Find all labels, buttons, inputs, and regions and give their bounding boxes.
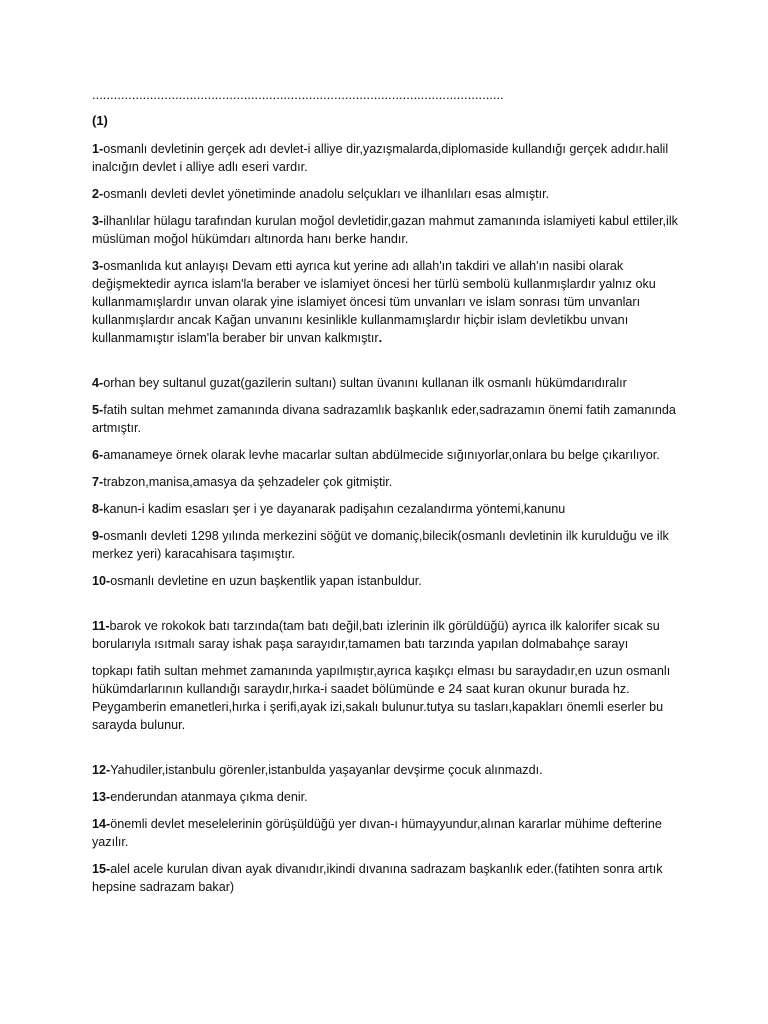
paragraph-gap xyxy=(92,743,682,761)
dotted-separator: .................................................................................................................. xyxy=(92,88,504,102)
list-item: 8-kanun-i kadim esasları şer i ye dayanarak padişahın cezalandırma yöntemi,kanunu xyxy=(92,502,566,516)
list-item: 14-önemli devlet meselelerinin görüşüldüğü yer dıvan-ı hümayyundur,alınan kararlar mühime defterine yazılır. xyxy=(92,817,662,849)
list-item: 15-alel acele kurulan divan ayak divanıdır,ikindi dıvanına sadrazam başkanlık eder.(fatihten sonra artık hepsine sadrazam bakar) xyxy=(92,862,663,894)
list-item: 2-osmanlı devleti devlet yönetiminde anadolu selçukları ve ilhanlıları esas almıştır. xyxy=(92,187,550,201)
document-page xyxy=(92,88,682,905)
list-item: 13-enderundan atanmaya çıkma denir. xyxy=(92,790,308,804)
paragraph-gap xyxy=(92,356,682,374)
list-item: 11-barok ve rokokok batı tarzında(tam batı değil,batı izlerinin ilk görüldüğü) ayrıca ilk kalorifer sıcak su borularıyla ısıtmalı saray ishak paşa sarayıdır,tamamen batı tarzında yapılan dolmabahçe sarayı xyxy=(92,619,660,651)
list-item: 5-fatih sultan mehmet zamanında divana sadrazamlık başkanlık eder,sadrazamın önemi fatih zamanında artmıştır. xyxy=(92,403,676,435)
list-item: 3-ilhanlılar hülagu tarafından kurulan moğol devletidir,gazan mahmut zamanında islamiyeti kabul ettiler,ilk müslüman moğol hükümdarı altınorda hanı berke handır. xyxy=(92,214,678,246)
section-heading: (1) xyxy=(92,113,108,128)
list-item: 1-osmanlı devletinin gerçek adı devlet-i alliye dir,yazışmalarda,diplomaside kullandığı gerçek adıdır.halil inalcığın devlet i alliye adlı eseri vardır. xyxy=(92,142,669,174)
list-item: 3-osmanlıda kut anlayışı Devam etti ayrıca kut yerine adı allah'ın takdiri ve allah'ın nasibi olarak değişmektedir ayrıca islam'la beraber ve islamiyet öncesi her türlü sembolü kullanmışlardır yalnız oku kullanmamışlardır unvan olarak yine islamiyet öncesi tüm unvanları ve islam sonrası tüm unvanları kullanmışlardır ancak Kağan unvanını kesinlikle kullanmamışlardır hiçbir islam devletikbu unvanı kullanmamıştır islam'la beraber bir unvan kalkmıştır. xyxy=(92,259,656,345)
list-item: topkapı fatih sultan mehmet zamanında yapılmıştır,ayrıca kaşıkçı elması bu saraydadır,en uzun osmanlı hükümdarlarının kullandığı saraydır,hırka-i saadet bölümünde e 24 saat kuran okunur burada hz. Peygamberin emanetleri,hırka i şerifi,ayak izi,sakalı bulunur.tutya su tasları,kapakları önemli eserler bu sarayda bulunur. xyxy=(92,664,671,732)
paragraph-gap xyxy=(92,599,682,617)
list-item: 6-amanameye örnek olarak levhe macarlar sultan abdülmecide sığınıyorlar,onlara bu belge çıkarılıyor. xyxy=(92,448,660,462)
list-item: 9-osmanlı devleti 1298 yılında merkezini söğüt ve domaniç,bilecik(osmanlı devletinin ilk kurulduğu ve ilk merkez yeri) karacahisara taşımıştır. xyxy=(92,529,669,561)
list-item: 12-Yahudiler,istanbulu görenler,istanbulda yaşayanlar devşirme çocuk alınmazdı. xyxy=(92,763,543,777)
list-item: 7-trabzon,manisa,amasya da şehzadeler çok gitmiştir. xyxy=(92,475,393,489)
list-item: 10-osmanlı devletine en uzun başkentlik yapan istanbuldur. xyxy=(92,574,422,588)
list-item: 4-orhan bey sultanul guzat(gazilerin sultanı) sultan üvanını kullanan ilk osmanlı hükümdarıdıralır xyxy=(92,376,627,390)
